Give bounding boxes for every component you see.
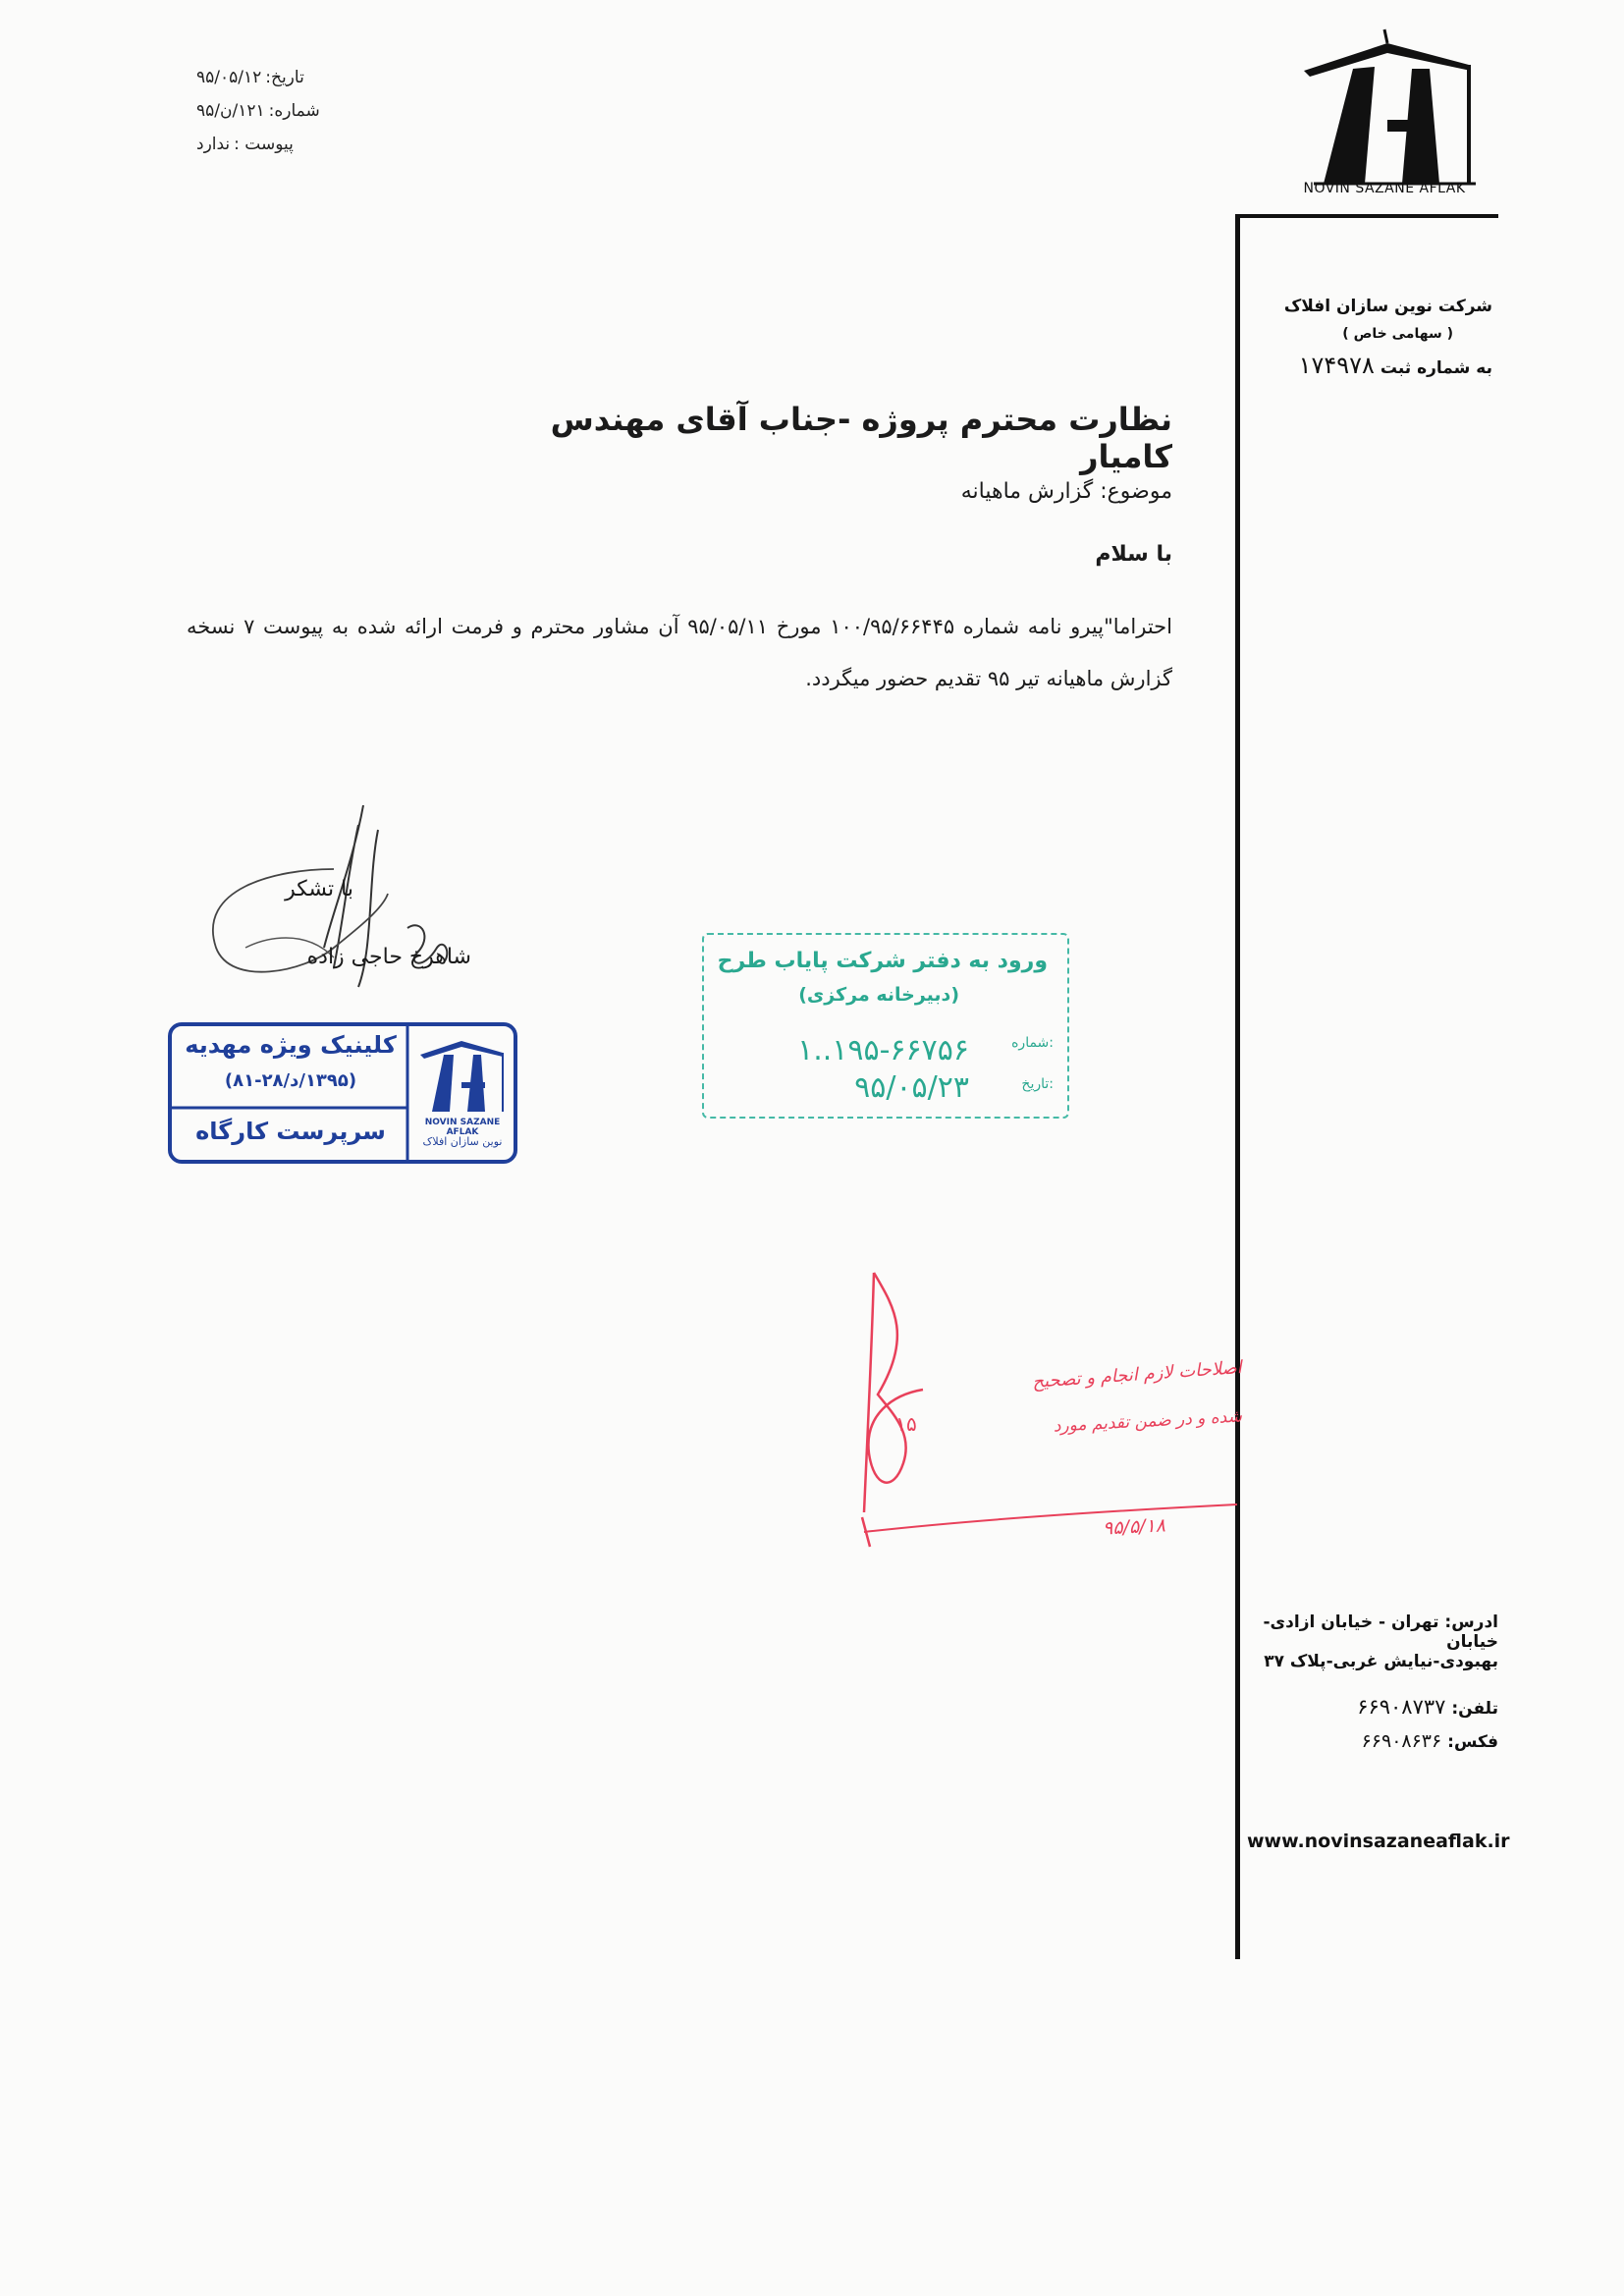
sidebar-rule xyxy=(1235,216,1240,1959)
company-registration xyxy=(1257,352,1492,379)
letter-body: احتراما"پیرو نامه شماره ۱۰۰/۹۵/۶۶۴۴۵ مورخ ۹۵/۰۵/۱۱ آن مشاور محترم و فرمت ارائه شده به پیوست ۷ نسخه گزارش ماهیانه تیر ۹۵ تقدیم حضور میگردد. xyxy=(187,615,1172,690)
phone-row xyxy=(1243,1695,1498,1719)
phone-number-2: ۶۶۹۰۸۶۳۶ xyxy=(1361,1730,1442,1752)
company-name: شرکت نوین سازان افلاک xyxy=(1283,297,1492,316)
signer-name: شاهرخ حاجی زاده xyxy=(306,945,471,969)
entry-stamp-subtitle: (دبیرخانه مرکزی) xyxy=(798,984,959,1006)
red-note-circled: ۱۵ xyxy=(895,1412,917,1436)
meta-number-label: شماره: xyxy=(268,101,320,121)
site-supervisor-stamp xyxy=(167,1021,518,1165)
signature-closing: با تشکر xyxy=(285,877,353,902)
entry-stamp-number: ۱..۱۹۵-۶۶۷۵۶ xyxy=(797,1033,969,1067)
red-note-line2: شده و در ضمن تقدیم مورد xyxy=(1053,1406,1243,1437)
company-reg-label: به شماره ثبت xyxy=(1380,358,1492,378)
letter-meta xyxy=(196,61,344,161)
stamp-site-title: کلینیک ویژه مهدیه xyxy=(185,1031,397,1059)
stamp-site-logo-caption-fa: نوین سازان افلاک xyxy=(422,1135,503,1148)
address-line2: بهبودی-نیایش غربی-پلاک ۳۷ xyxy=(1264,1652,1498,1671)
fax-row xyxy=(1243,1730,1498,1752)
header-rule xyxy=(1235,214,1498,218)
entry-stamp-number-label: شماره: xyxy=(1011,1035,1054,1051)
meta-number-value: ۱۲۱/ن/۹۵ xyxy=(196,101,265,121)
meta-number-row xyxy=(196,94,344,128)
phone-label: تلفن: xyxy=(1451,1699,1498,1719)
entry-stamp-date: ۹۵/۰۵/۲۳ xyxy=(854,1070,969,1105)
entry-stamp-date-label: تاریخ: xyxy=(1021,1076,1054,1092)
stamp-site-logo-caption: NOVIN SAZANE AFLAK xyxy=(424,1118,501,1137)
stamp-site-code: (۱۳۹۵/د/۲۸-۸۱) xyxy=(224,1070,357,1091)
red-note-line1: اصلاحات لازم انجام و تصحیح xyxy=(1031,1357,1243,1393)
entry-stamp-title: ورود به دفتر شرکت پایاب طرح xyxy=(717,949,1048,973)
company-type: ( سهامی خاص ) xyxy=(1342,326,1453,342)
letter-recipient: نظارت محترم پروژه -جناب آقای مهندس کامیار xyxy=(550,401,1172,475)
phone-number-1: ۶۶۹۰۸۷۳۷ xyxy=(1357,1695,1446,1719)
meta-attachment-label: پیوست : xyxy=(234,135,294,154)
stamp-site-role: سرپرست کارگاه xyxy=(195,1118,386,1145)
handwritten-signature-icon xyxy=(187,800,501,1007)
letter-greeting: با سلام xyxy=(1095,542,1172,567)
company-reg-number: ۱۷۴۹۷۸ xyxy=(1298,352,1375,379)
meta-attachment-value: ندارد xyxy=(196,135,231,154)
meta-date-row xyxy=(196,61,344,94)
red-note-date: ۹۵/۵/۱۸ xyxy=(1102,1514,1166,1540)
meta-date-label: تاریخ: xyxy=(265,68,304,87)
address-line1: ادرس: تهران - خیابان ازادی-خیابان xyxy=(1263,1613,1498,1652)
meta-attachment-row xyxy=(196,128,344,161)
company-logo-icon xyxy=(1294,22,1483,196)
red-handwritten-note xyxy=(835,1267,1247,1581)
company-info xyxy=(1257,297,1492,379)
logo-caption: NOVIN SAZANE AFLAK xyxy=(1303,181,1466,196)
entry-stamp xyxy=(702,933,1069,1119)
company-website: www.novinsazaneaflak.ir xyxy=(1247,1831,1510,1852)
meta-date-value: ۹۵/۰۵/۱۲ xyxy=(196,68,262,87)
fax-label: فکس: xyxy=(1447,1732,1498,1752)
letter-subject: موضوع: گزارش ماهیانه xyxy=(960,479,1172,504)
